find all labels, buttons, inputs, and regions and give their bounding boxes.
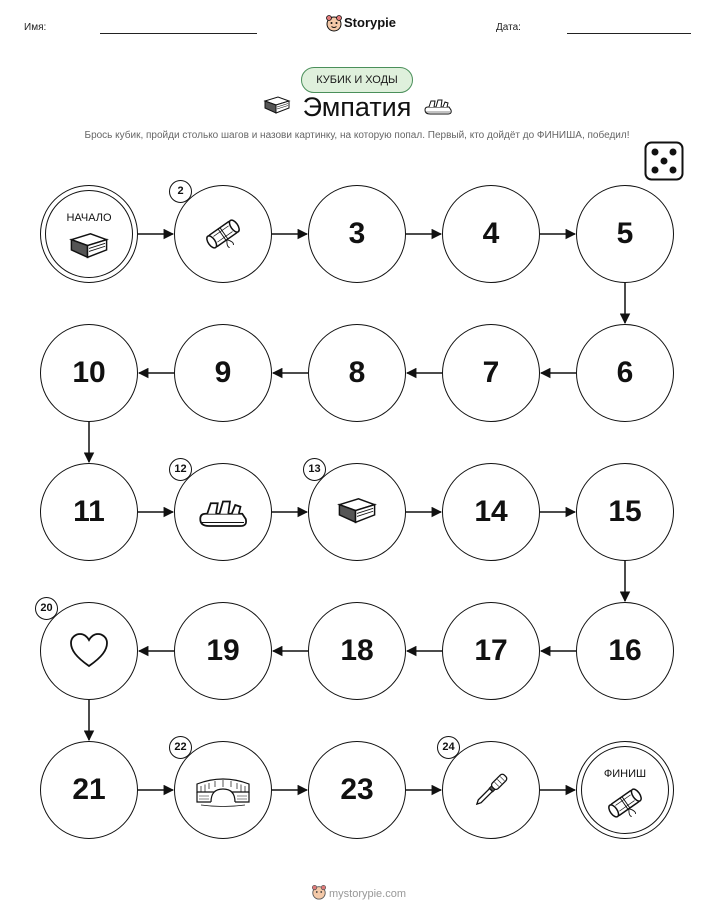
footer-logo-icon	[311, 884, 327, 900]
cell-number: 6	[616, 356, 634, 389]
game-instructions: Брось кубик, пройди столько шагов и назови картинку, на которую попал. Первый, кто дойдёт до ФИНИША, победил!	[84, 130, 630, 141]
board-cell-22	[174, 741, 272, 839]
cell-label: НАЧАЛО	[66, 212, 112, 224]
board-cell-5	[576, 185, 674, 283]
cell-number: 7	[482, 356, 500, 389]
board-cell-19	[174, 602, 272, 700]
cell-number: 21	[72, 773, 106, 806]
cell-number: 18	[340, 634, 374, 667]
board-cell-2	[174, 185, 272, 283]
board-cell-24	[442, 741, 540, 839]
board-cell-8	[308, 324, 406, 422]
board-cell-25	[576, 741, 674, 839]
date-label: Дата:	[496, 22, 521, 33]
cell-number-badge: 2	[169, 180, 192, 203]
board-cell-3	[308, 185, 406, 283]
cell-number: 11	[73, 495, 105, 528]
brand-name: Storypie	[344, 15, 397, 30]
board-cell-23	[308, 741, 406, 839]
cell-number: 5	[616, 217, 634, 250]
board-cell-15	[576, 463, 674, 561]
cell-number: 3	[348, 217, 366, 250]
board-cell-20	[40, 602, 138, 700]
board-cell-21	[40, 741, 138, 839]
cell-number: 10	[72, 356, 106, 389]
board-cell-11	[40, 463, 138, 561]
book-icon	[335, 495, 379, 529]
cell-label: ФИНИШ	[603, 768, 647, 780]
board-cell-9	[174, 324, 272, 422]
name-label: Имя:	[24, 22, 47, 33]
cell-number-badge: 20	[35, 597, 58, 620]
cell-number-badge: 13	[303, 458, 326, 481]
cell-number: 19	[206, 634, 240, 667]
board-cell-7	[442, 324, 540, 422]
book-icon	[67, 230, 111, 264]
scroll-icon	[200, 211, 246, 257]
board-cell-18	[308, 602, 406, 700]
board-cell-14	[442, 463, 540, 561]
cell-number-badge: 12	[169, 458, 192, 481]
cell-number: 17	[474, 634, 508, 667]
game-type-tag: КУБИК И ХОДЫ	[301, 67, 413, 93]
scroll-icon	[602, 780, 648, 826]
board-cell-6	[576, 324, 674, 422]
cell-number: 14	[474, 495, 508, 528]
cell-number: 9	[214, 356, 232, 389]
cell-number: 4	[482, 217, 500, 250]
board-cell-12	[174, 463, 272, 561]
board-cell-4	[442, 185, 540, 283]
cell-number: 8	[348, 356, 366, 389]
board-cell-1	[40, 185, 138, 283]
game-title: Эмпатия	[302, 92, 412, 122]
cell-number: 15	[608, 495, 642, 528]
cell-number: 23	[340, 773, 374, 806]
sandal-icon	[195, 492, 251, 532]
chisel-icon	[469, 768, 513, 812]
bridge-icon	[195, 772, 251, 808]
board-cell-17	[442, 602, 540, 700]
board-cell-16	[576, 602, 674, 700]
cell-number-badge: 24	[437, 736, 460, 759]
footer-site-link[interactable]: mystorypie.com	[329, 888, 407, 900]
cell-number-badge: 22	[169, 736, 192, 759]
cell-number: 16	[608, 634, 642, 667]
heart-icon	[68, 632, 110, 670]
board-cell-13	[308, 463, 406, 561]
board-cell-10	[40, 324, 138, 422]
